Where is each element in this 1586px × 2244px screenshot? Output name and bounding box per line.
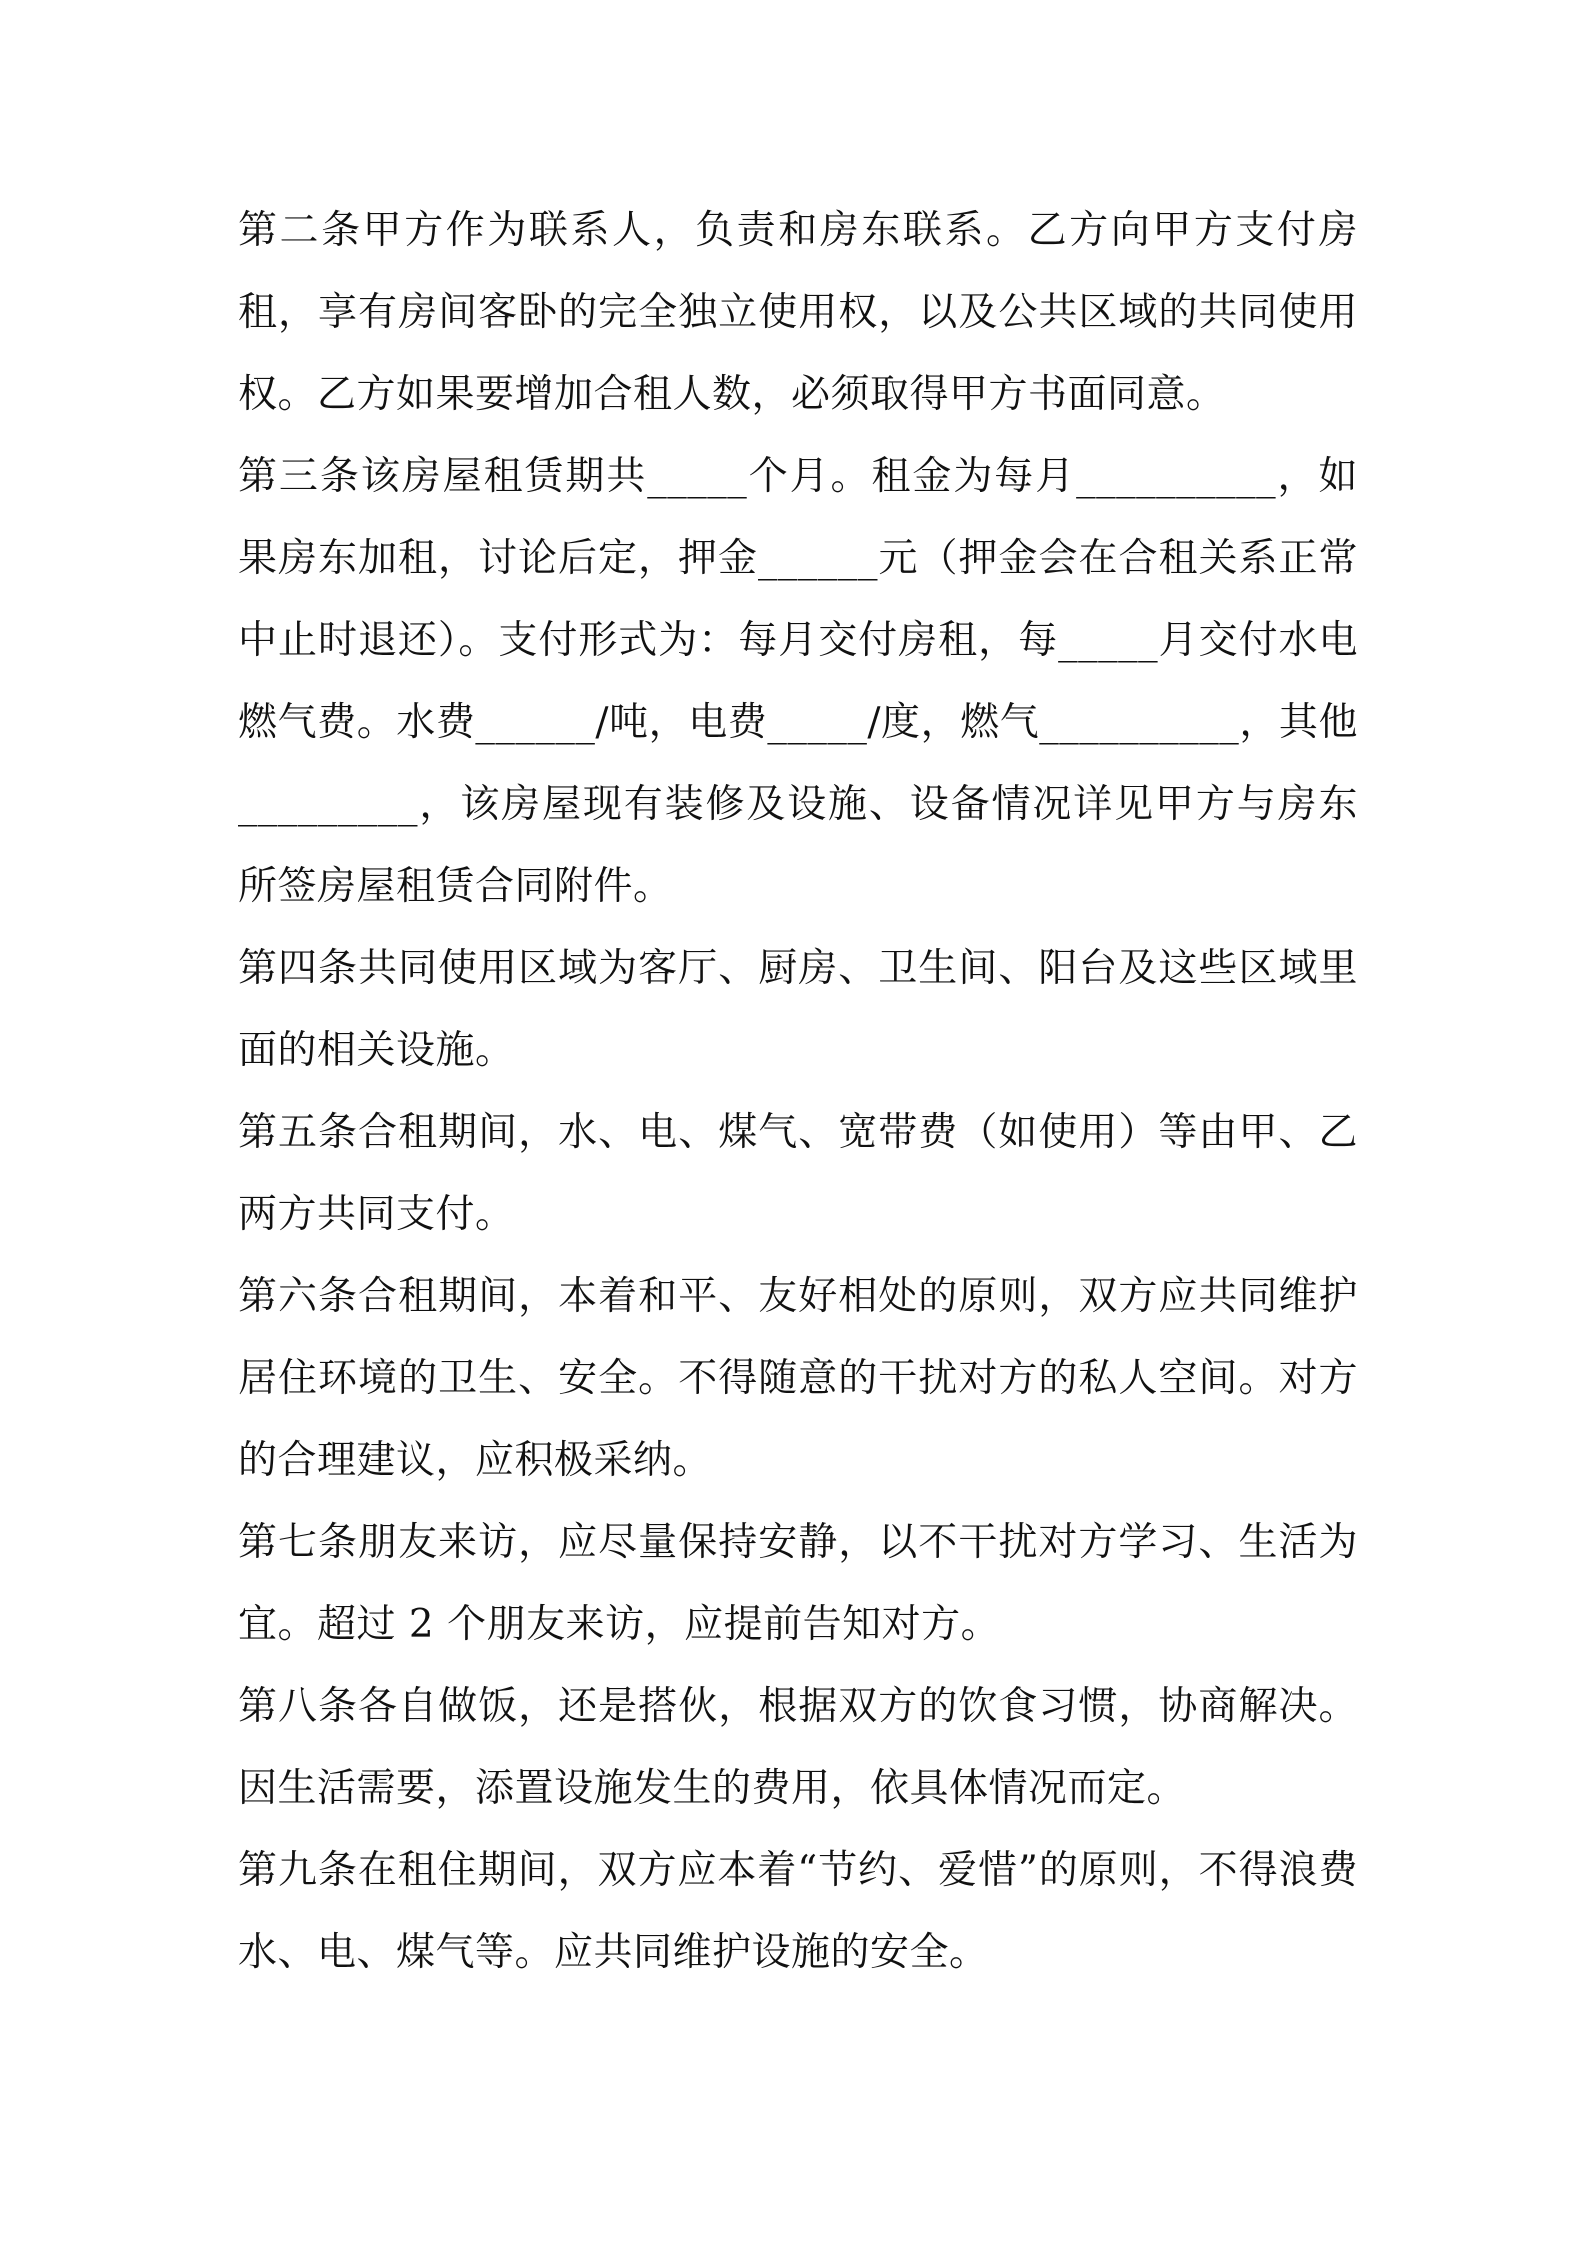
clause-3-paragraph: 第三条该房屋租赁期共_____个月。租金为每月__________，如果房东加租，讨论后定，押金______元（押金会在合租关系正常中止时退还）。支付形式为：每月交付房租，每_____月交付水电燃气费。水费______/吨，电费_____/度，燃气__________，其他_________，该房屋现有装修及设施、设备情况详见甲方与房东所签房屋租赁合同附件。 — [238, 454, 1358, 909]
clause-8-paragraph: 第八条各自做饭，还是搭伙，根据双方的饮食习惯，协商解决。因生活需要，添置设施发生的费用，依具体情况而定。 — [238, 1684, 1358, 1811]
clause-4-paragraph: 第四条共同使用区域为客厅、厨房、卫生间、阳台及这些区域里面的相关设施。 — [238, 946, 1358, 1073]
clause-7-paragraph: 第七条朋友来访，应尽量保持安静，以不干扰对方学习、生活为宜。超过 2 个朋友来访，应提前告知对方。 — [238, 1520, 1358, 1647]
clause-2-paragraph: 第二条甲方作为联系人，负责和房东联系。乙方向甲方支付房租，享有房间客卧的完全独立使用权，以及公共区域的共同使用权。乙方如果要增加合租人数，必须取得甲方书面同意。 — [238, 208, 1358, 417]
document-body — [238, 190, 1358, 1994]
clause-5-paragraph: 第五条合租期间，水、电、煤气、宽带费（如使用）等由甲、乙两方共同支付。 — [238, 1110, 1358, 1237]
clause-9-paragraph: 第九条在租住期间，双方应本着“节约、爱惜”的原则，不得浪费水、电、煤气等。应共同维护设施的安全。 — [238, 1848, 1358, 1975]
clause-6-paragraph: 第六条合租期间，本着和平、友好相处的原则，双方应共同维护居住环境的卫生、安全。不得随意的干扰对方的私人空间。对方的合理建议，应积极采纳。 — [238, 1274, 1358, 1483]
